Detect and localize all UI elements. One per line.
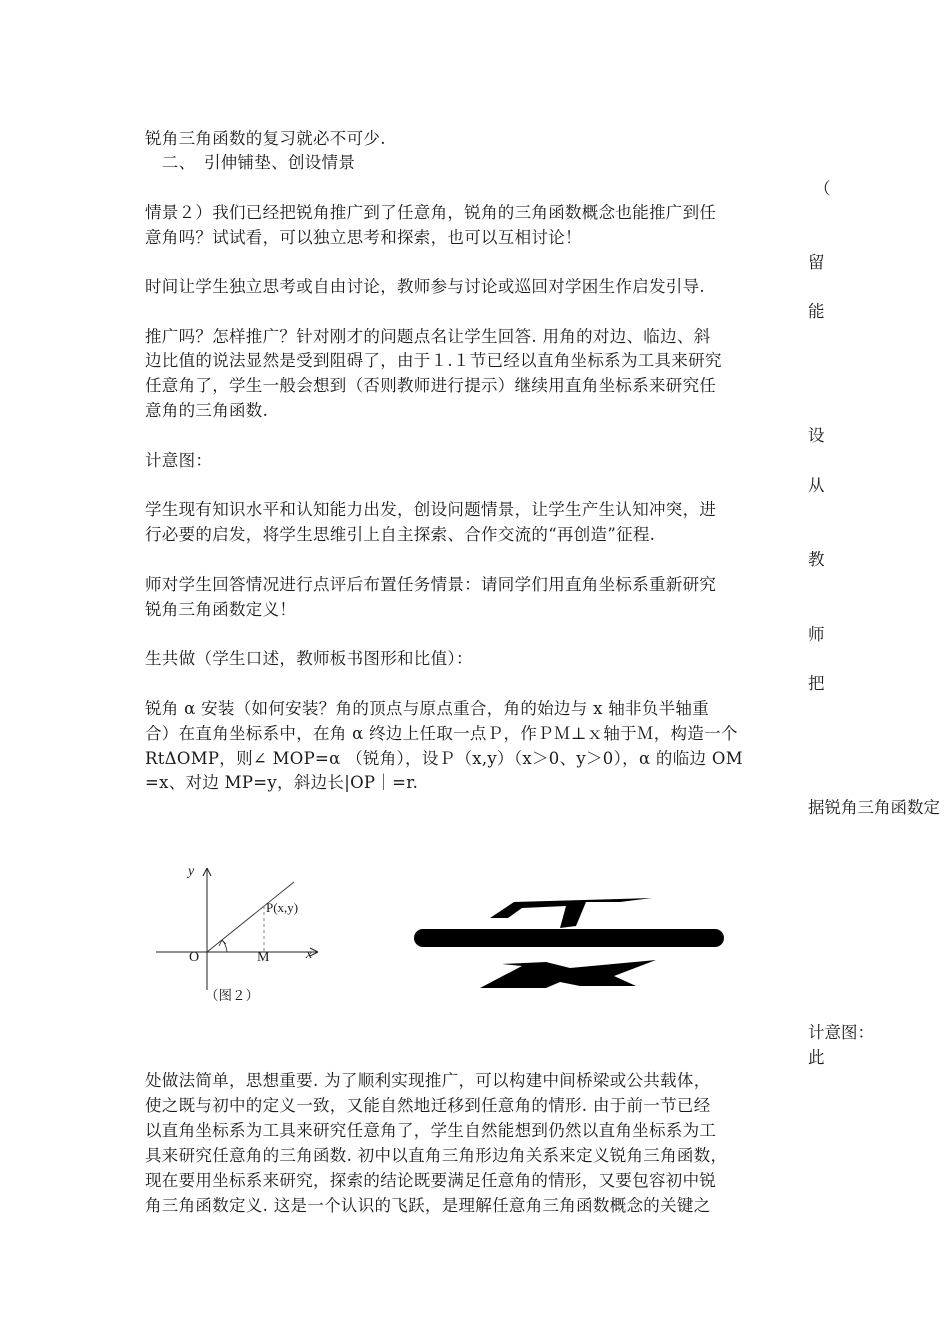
text-line: RtΔOMP，则∠ MOP=α （锐角），设Ｐ（x,y）（x＞0、y＞0），α 的临边 OM	[145, 749, 743, 768]
text-line: 合）在直角坐标系中，在角 α 终边上任取一点Ｐ，作ＰＭ⊥ｘ轴于Ｍ，构造一个	[145, 724, 738, 743]
y-axis-label: y	[188, 864, 195, 879]
text-line: 意角的三角函数.	[145, 401, 269, 420]
text-line: 锐角三角函数的复习就必不可少.	[145, 129, 386, 148]
text-line: 锐角三角函数定义！	[145, 600, 297, 619]
text-line: =x、对边 MP=y，斜边长|OP｜=r.	[145, 773, 419, 792]
text-line: 生共做（学生口述，教师板书图形和比值）：	[145, 649, 473, 668]
text-line: 以直角坐标系为工具来研究任意角了，学生自然能想到仍然以直角坐标系为工	[145, 1121, 717, 1140]
text-line: 时间让学生独立思考或自由讨论，教师参与讨论或巡回对学困生作启发引导.	[145, 277, 705, 296]
margin-fragment: 从	[808, 476, 825, 495]
coordinate-axes-diagram	[150, 860, 330, 1000]
text-line: 推广吗？怎样推广？针对刚才的问题点名让学生回答. 用角的对边、临边、斜	[145, 327, 711, 346]
margin-fragment: 能	[808, 302, 825, 321]
text-line: 意角吗？试试看，可以独立思考和探索，也可以互相讨论！	[145, 228, 582, 247]
x-axis-label: x	[306, 947, 313, 962]
point-m-label: M	[257, 950, 270, 965]
text-line: 学生现有知识水平和认知能力出发，创设问题情景，让学生产生认知冲突，进	[145, 500, 717, 519]
margin-fragment: 计意图：	[808, 1023, 874, 1042]
margin-fragment: 把	[808, 674, 825, 693]
text-line: 行必要的启发，将学生思维引上自主探索、合作交流的“再创造”征程.	[145, 525, 656, 544]
section-heading: 二、 引伸铺垫、创设情景	[145, 153, 356, 172]
text-line: 处做法简单，思想重要. 为了顺利实现推广，可以构建中间桥梁或公共载体，	[145, 1071, 711, 1090]
text-line: 边比值的说法显然是受到阻碍了，由于１.１节已经以直角坐标系为工具来研究	[145, 351, 722, 370]
margin-fragment: 留	[808, 253, 825, 272]
text-line: 具来研究任意角的三角函数. 初中以直角三角形边角关系来定义锐角三角函数，	[145, 1146, 728, 1165]
text-line: 角三角函数定义. 这是一个认识的飞跃，是理解任意角三角函数概念的关键之	[145, 1196, 711, 1215]
text-line: 师对学生回答情况进行点评后布置任务情景：请同学们用直角坐标系重新研究	[145, 575, 717, 594]
margin-fragment: 教	[808, 550, 825, 569]
fraction-graphic	[410, 888, 740, 998]
margin-fragment: 师	[808, 625, 825, 644]
text-line: 现在要用坐标系来研究，探索的结论既要满足任意角的情形，又要包容初中锐	[145, 1171, 717, 1190]
margin-fragment: 设	[808, 426, 825, 445]
margin-fragment: 此	[808, 1048, 825, 1067]
origin-label: O	[189, 950, 200, 965]
text-line: 任意角了，学生一般会想到（否则教师进行提示）继续用直角坐标系来研究任	[145, 376, 717, 395]
margin-fragment: 据锐角三角函数定	[808, 798, 940, 817]
margin-fragment: （	[814, 179, 831, 198]
text-line: 使之既与初中的定义一致，又能自然地迁移到任意角的情形. 由于前一节已经	[145, 1096, 711, 1115]
figure-caption: （图２）	[205, 988, 259, 1003]
text-line: 情景２）我们已经把锐角推广到了任意角，锐角的三角函数概念也能推广到任	[145, 203, 717, 222]
point-p-label: P(x,y)	[266, 900, 299, 915]
text-line: 锐角 α 安装（如何安装？角的顶点与原点重合，角的始边与 x 轴非负半轴重	[145, 699, 710, 718]
text-line: 计意图：	[145, 451, 213, 470]
